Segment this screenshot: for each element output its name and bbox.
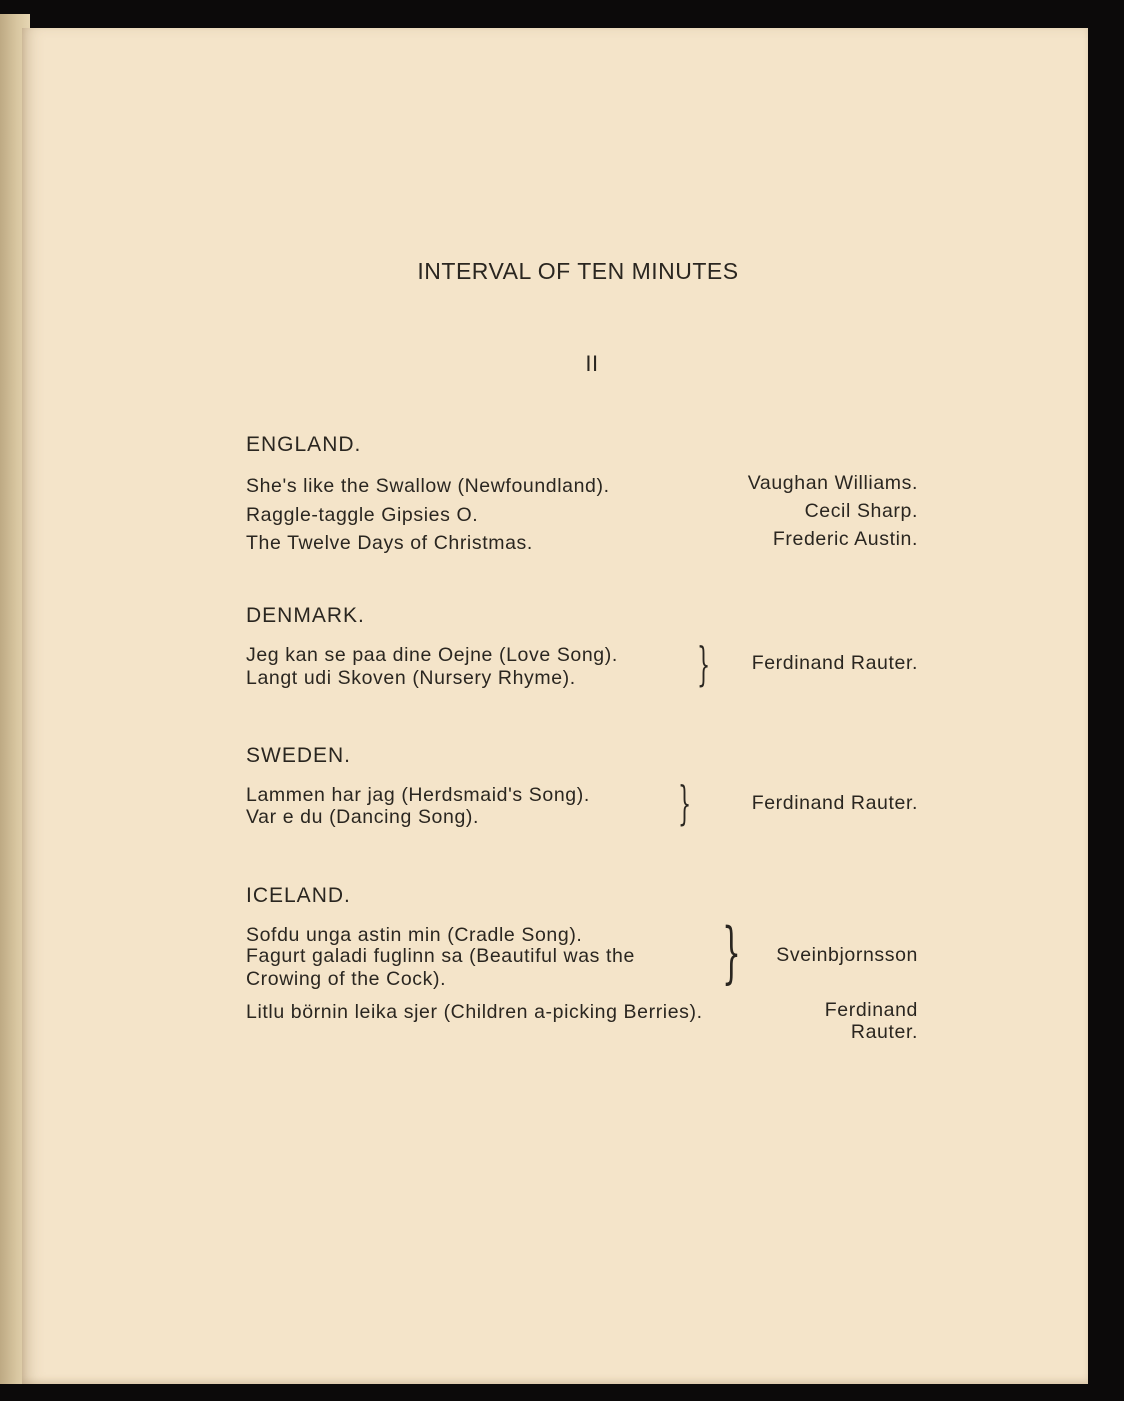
interval-heading: INTERVAL OF TEN MINUTES: [417, 258, 739, 284]
composer-iceland: Sveinbjornsson: [776, 944, 918, 966]
brace-iceland: }: [722, 914, 741, 991]
song-england-3: The Twelve Days of Christmas.: [246, 532, 533, 554]
song-iceland-2: Fagurt galadi fuglinn sa (Beautiful was the: [246, 945, 635, 967]
composer-denmark: Ferdinand Rauter.: [751, 652, 918, 674]
part-numeral: II: [585, 351, 599, 376]
composer-england-3: Frederic Austin.: [772, 528, 918, 550]
country-england: ENGLAND.: [246, 433, 362, 456]
composer-sweden: Ferdinand Rauter.: [751, 792, 918, 814]
song-sweden-2: Var e du (Dancing Song).: [246, 806, 479, 828]
composer-england-1: Vaughan Williams.: [747, 472, 918, 494]
song-denmark-1: Jeg kan se paa dine Oejne (Love Song).: [246, 644, 618, 666]
song-iceland-1: Sofdu unga astin min (Cradle Song).: [246, 924, 583, 946]
song-england-1: She's like the Swallow (Newfoundland).: [246, 475, 610, 497]
country-iceland: ICELAND.: [246, 884, 351, 907]
song-iceland-3: Crowing of the Cock).: [246, 968, 447, 990]
song-sweden-1: Lammen har jag (Herdsmaid's Song).: [246, 784, 590, 806]
brace-denmark: }: [697, 637, 711, 691]
country-denmark: DENMARK.: [246, 604, 365, 627]
country-sweden: SWEDEN.: [246, 744, 352, 767]
song-iceland-4: Litlu börnin leika sjer (Children a-picking Berries).: [246, 1001, 703, 1023]
brace-sweden: }: [678, 776, 692, 830]
composer-england-2: Cecil Sharp.: [804, 500, 918, 522]
composer-iceland-4-line1: Ferdinand: [824, 999, 918, 1021]
song-england-2: Raggle-taggle Gipsies O.: [246, 504, 479, 526]
composer-iceland-4-line2: Rauter.: [850, 1021, 918, 1043]
program-page: [22, 28, 1088, 1384]
song-denmark-2: Langt udi Skoven (Nursery Rhyme).: [246, 667, 576, 689]
